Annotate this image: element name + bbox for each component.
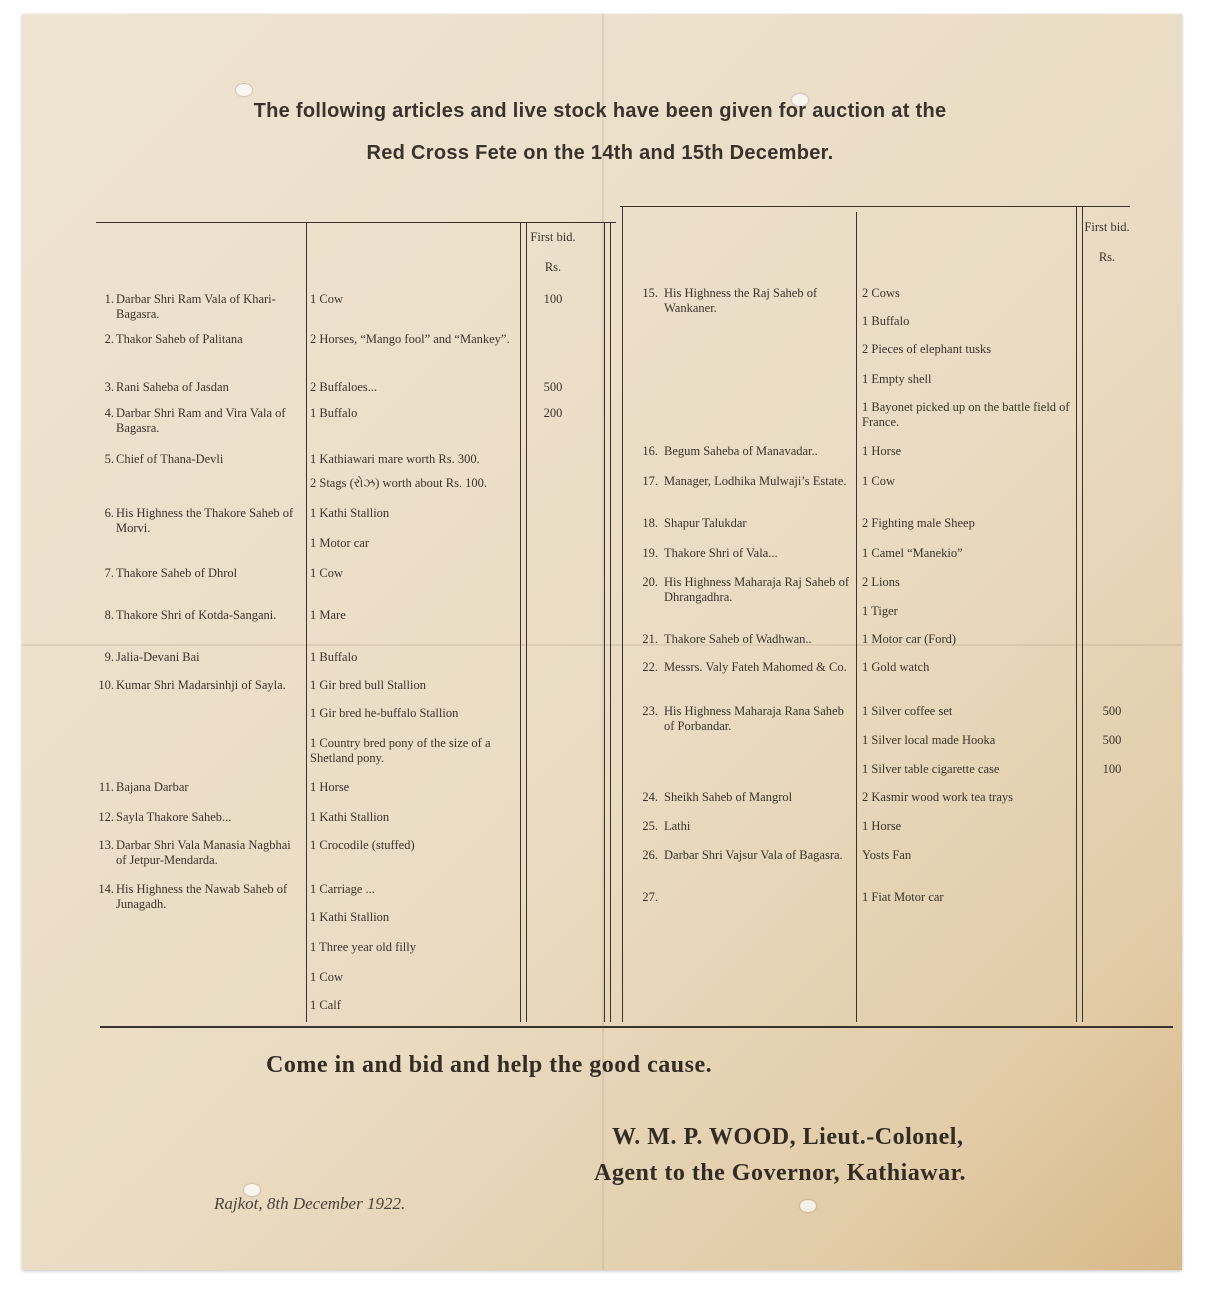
auction-item: 1 Silver coffee set <box>862 704 953 718</box>
donor-name: Chief of Thana-Devli <box>116 452 224 466</box>
auction-item: 1 Camel “Manekio” <box>862 546 963 560</box>
auction-item: 1 Cow <box>310 292 343 306</box>
entry-number: 3. <box>104 380 114 394</box>
entry-number: 27. <box>642 890 658 904</box>
column-divider <box>604 222 605 1022</box>
entry-number: 2. <box>104 332 114 346</box>
entry-number: 1. <box>104 292 114 306</box>
auction-item: 1 Horse <box>310 780 350 794</box>
entry-number: 17. <box>642 474 658 488</box>
first-bid-value: 200 <box>543 406 563 420</box>
auction-item: 1 Gir bred he-buffalo Stallion <box>310 706 459 720</box>
auction-item: 1 Mare <box>310 608 346 622</box>
entry-number: 11. <box>98 780 114 794</box>
donor-name: Bajana Darbar <box>116 780 189 794</box>
entry-number: 19. <box>642 546 658 560</box>
entry-number: 25. <box>642 819 658 833</box>
auction-item: 1 Three year old filly <box>310 940 416 954</box>
donor-name: Jalia-Devani Bai <box>116 650 200 664</box>
donor-name: His Highness Maharaja Raj Saheb of Dhrangadhra. <box>664 575 850 604</box>
currency-header: Rs. <box>1098 250 1116 264</box>
appeal-text: Come in and bid and help the good cause. <box>266 1052 713 1078</box>
column-divider <box>856 212 857 1022</box>
currency-header: Rs. <box>544 260 562 274</box>
column-divider <box>306 222 307 1022</box>
table-bottom-rule <box>100 1026 1173 1028</box>
auction-item: 1 Calf <box>310 998 341 1012</box>
donor-name: Thakor Saheb of Palitana <box>116 332 243 346</box>
entry-number: 10. <box>98 678 114 692</box>
donor-name: Darbar Shri Ram Vala of Khari-Bagasra. <box>116 292 276 321</box>
entry-number: 6. <box>104 506 114 520</box>
donor-name: Darbar Shri Ram and Vira Vala of Bagasra. <box>116 406 286 435</box>
donor-name: Shapur Talukdar <box>664 516 747 530</box>
donor-name: Kumar Shri Madarsinhji of Sayla. <box>116 678 286 692</box>
auction-item: 1 Cow <box>310 970 343 984</box>
donor-name: Darbar Shri Vajsur Vala of Bagasra. <box>664 848 843 862</box>
signatory-name: W. M. P. WOOD, Lieut.-Colonel, <box>612 1124 964 1150</box>
auction-item: 1 Buffalo <box>862 314 910 328</box>
table-top-rule-right <box>620 206 1130 207</box>
auction-item: 1 Cow <box>310 566 343 580</box>
auction-item: 1 Empty shell <box>862 372 932 386</box>
auction-item: 1 Gold watch <box>862 660 930 674</box>
auction-item: 1 Kathi Stallion <box>310 810 390 824</box>
donor-name: Darbar Shri Vala Manasia Nagbhai of Jetpur-Mendarda. <box>116 838 291 867</box>
first-bid-value: 100 <box>1102 762 1122 776</box>
donor-name: Thakore Saheb of Dhrol <box>116 566 238 580</box>
auction-item: 1 Motor car (Ford) <box>862 632 957 646</box>
donor-name: Begum Saheba of Manavadar.. <box>664 444 818 458</box>
auction-item: 2 Lions <box>862 575 900 589</box>
auction-item: 1 Kathi Stallion <box>310 506 390 520</box>
entry-number: 18. <box>642 516 658 530</box>
column-divider <box>526 222 527 1022</box>
notice-heading-line-2: Red Cross Fete on the 14th and 15th December. <box>366 142 834 164</box>
auction-item: 1 Crocodile (stuffed) <box>310 838 415 852</box>
auction-item: 1 Silver table cigarette case <box>862 762 1000 776</box>
donor-name: His Highness the Nawab Saheb of Junagadh. <box>116 882 288 911</box>
entry-number: 4. <box>104 406 114 420</box>
first-bid-value: 500 <box>1102 733 1122 747</box>
entry-number: 26. <box>642 848 658 862</box>
entry-number: 5. <box>104 452 114 466</box>
auction-item: 1 Silver local made Hooka <box>862 733 996 747</box>
auction-item: 1 Carriage ... <box>310 882 375 896</box>
entry-number: 7. <box>104 566 114 580</box>
entry-number: 16. <box>642 444 658 458</box>
first-bid-header: First bid. <box>1084 220 1130 234</box>
donor-name: Messrs. Valy Fateh Mahomed & Co. <box>664 660 847 674</box>
donor-name: Sheikh Saheb of Mangrol <box>664 790 793 804</box>
first-bid-value: 100 <box>543 292 563 306</box>
auction-item: 2 Horses, “Mango fool” and “Mankey”. <box>310 332 510 346</box>
entry-number: 14. <box>98 882 114 896</box>
auction-item: 1 Buffalo <box>310 406 358 420</box>
auction-item: 2 Kasmir wood work tea trays <box>862 790 1014 804</box>
entry-number: 8. <box>104 608 114 622</box>
donor-name: Manager, Lodhika Mulwaji’s Estate. <box>664 474 847 488</box>
first-bid-value: 500 <box>543 380 563 394</box>
column-divider <box>1076 206 1077 1022</box>
entry-number: 21. <box>642 632 658 646</box>
signatory-designation: Agent to the Governor, Kathiawar. <box>594 1160 967 1186</box>
auction-item: 1 Fiat Motor car <box>862 890 944 904</box>
entry-number: 23. <box>642 704 658 718</box>
auction-item: 1 Tiger <box>862 604 898 618</box>
first-bid-header: First bid. <box>530 230 576 244</box>
auction-item: 1 Horse <box>862 819 902 833</box>
column-divider <box>1082 206 1083 1022</box>
entry-number: 24. <box>642 790 658 804</box>
column-divider <box>520 222 521 1022</box>
column-divider <box>610 222 611 1022</box>
auction-item: 2 Buffaloes... <box>310 380 378 394</box>
auction-item: 1 Kathi Stallion <box>310 910 390 924</box>
auction-item: 1 Kathiawari mare worth Rs. 300. <box>310 452 480 466</box>
entry-number: 20. <box>642 575 658 589</box>
column-divider <box>622 206 623 1022</box>
entry-number: 9. <box>104 650 114 664</box>
donor-name: His Highness the Thakore Saheb of Morvi. <box>116 506 294 535</box>
donor-name: Sayla Thakore Saheb... <box>116 810 232 824</box>
auction-item: 1 Motor car <box>310 536 370 550</box>
auction-item: Yosts Fan <box>862 848 912 862</box>
auction-item: 1 Horse <box>862 444 902 458</box>
entry-number: 22. <box>642 660 658 674</box>
donor-name: Lathi <box>664 819 691 833</box>
auction-item: 2 Cows <box>862 286 900 300</box>
donor-name: Thakore Shri of Kotda-Sangani. <box>116 608 277 622</box>
auction-item: 1 Bayonet picked up on the battle field of France. <box>862 400 1070 429</box>
paper-tear-mark <box>800 1200 816 1212</box>
auction-item: 1 Country bred pony of the size of a Shetland pony. <box>310 736 491 765</box>
place-and-date: Rajkot, 8th December 1922. <box>214 1194 406 1213</box>
donor-name: His Highness Maharaja Rana Saheb of Porbandar. <box>664 704 844 733</box>
paper-tear-mark <box>236 84 252 96</box>
auction-item: 1 Gir bred bull Stallion <box>310 678 426 692</box>
donor-name: His Highness the Raj Saheb of Wankaner. <box>664 286 818 315</box>
donor-name: Thakore Shri of Vala... <box>664 546 778 560</box>
first-bid-value: 500 <box>1102 704 1122 718</box>
auction-item: 1 Buffalo <box>310 650 358 664</box>
auction-item: 2 Fighting male Sheep <box>862 516 975 530</box>
auction-item: 2 Stags (રોઝ) worth about Rs. 100. <box>310 476 488 490</box>
auction-item: 2 Pieces of elephant tusks <box>862 342 992 356</box>
entry-number: 13. <box>98 838 114 852</box>
donor-name: Thakore Saheb of Wadhwan.. <box>664 632 812 646</box>
notice-heading-line-1: The following articles and live stock have been given for auction at the <box>253 100 947 122</box>
entry-number: 15. <box>642 286 658 300</box>
donor-name: Rani Saheba of Jasdan <box>116 380 229 394</box>
entry-number: 12. <box>98 810 114 824</box>
table-top-rule-left <box>96 222 616 223</box>
auction-item: 1 Cow <box>862 474 895 488</box>
